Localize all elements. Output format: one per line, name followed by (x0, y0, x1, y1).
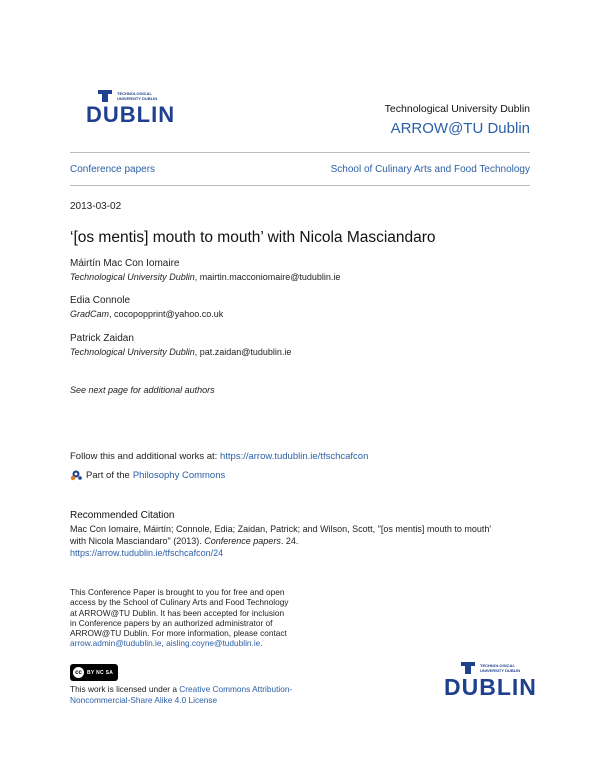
cc-icon: cc (72, 666, 85, 679)
author-affiliation: Technological University Dublin, mairtin.macconiomaire@tudublin.ie (70, 272, 341, 282)
divider-bottom (70, 185, 530, 186)
collection-url-link[interactable]: https://arrow.tudublin.ie/tfschcafcon (219, 451, 369, 462)
tu-dublin-logo (86, 88, 176, 133)
publication-date: 2013-03-02 (70, 201, 122, 212)
citation-text: Mac Con Iomaire, Máirtín; Connole, Edia; Zaidan, Patrick; and Wilson, Scott, "[os mentis] mouth to mouth' with Nicola Masciandaro" (2013). Conference papers. 24. https://arrow.tudublin.ie/tfschcafcon/24 (70, 524, 492, 558)
author-affiliation: Technological University Dublin, pat.zaidan@tudublin.ie (70, 347, 292, 357)
license-link[interactable]: Creative Commons Attribution-Noncommercial-Share Alike 4.0 License (70, 684, 293, 705)
license-statement: This work is licensed under a Creative Commons Attribution-Noncommercial-Share Alike 4.0 License (70, 684, 293, 705)
author-name: Patrick Zaidan (70, 333, 134, 344)
collection-link-right[interactable]: School of Culinary Arts and Food Technology (330, 164, 530, 175)
follow-line: Follow this and additional works at: https://arrow.tudublin.ie/tfschcafcon (70, 451, 369, 462)
author-name: Edia Connole (70, 295, 131, 306)
university-name: Technological University Dublin (384, 103, 530, 115)
citation-url-link[interactable]: https://arrow.tudublin.ie/tfschcafcon/24 (70, 548, 224, 558)
author-affiliation: GradCam, cocopopprint@yahoo.co.uk (70, 309, 224, 319)
access-statement: This Conference Paper is brought to you for free and open access by the School of Culinary Arts and Food Technology at ARROW@TU Dublin. It has been accepted for inclusion in Conference papers by an authorized administrator of ARROW@TU Dublin. For more information, please contact arrow.admin@tudublin.ie, aisling.coyne@tudublin.ie. (70, 587, 289, 649)
commons-network-icon (70, 470, 83, 481)
tu-dublin-logo-footer (444, 660, 537, 705)
logo-word: DUBLIN (444, 674, 537, 700)
repository-link[interactable]: ARROW@TU Dublin (390, 120, 530, 137)
contact-email-link[interactable]: aisling.coyne@tudublin.ie (166, 638, 261, 649)
contact-email-link[interactable]: arrow.admin@tudublin.ie (70, 638, 162, 649)
author-name: Máirtín Mac Con Iomaire (70, 258, 180, 269)
cc-license-badge[interactable] (70, 664, 118, 681)
citation-heading: Recommended Citation (70, 510, 175, 521)
cc-badge-text: BY NC SA (87, 669, 114, 676)
logo-tagline: TECHNOLOGICAL UNIVERSITY DUBLIN (117, 91, 158, 101)
logo-tagline: TECHNOLOGICAL UNIVERSITY DUBLIN (480, 663, 521, 673)
additional-authors-note: See next page for additional authors (70, 385, 215, 395)
logo-word: DUBLIN (86, 102, 176, 127)
paper-title: ‘[os mentis] mouth to mouth’ with Nicola Masciandaro (70, 229, 436, 246)
philosophy-commons-link[interactable]: Philosophy Commons (132, 470, 226, 481)
collection-link-left[interactable]: Conference papers (70, 164, 156, 175)
divider-top (70, 152, 530, 153)
part-of-line: Part of the Philosophy Commons (70, 470, 225, 481)
